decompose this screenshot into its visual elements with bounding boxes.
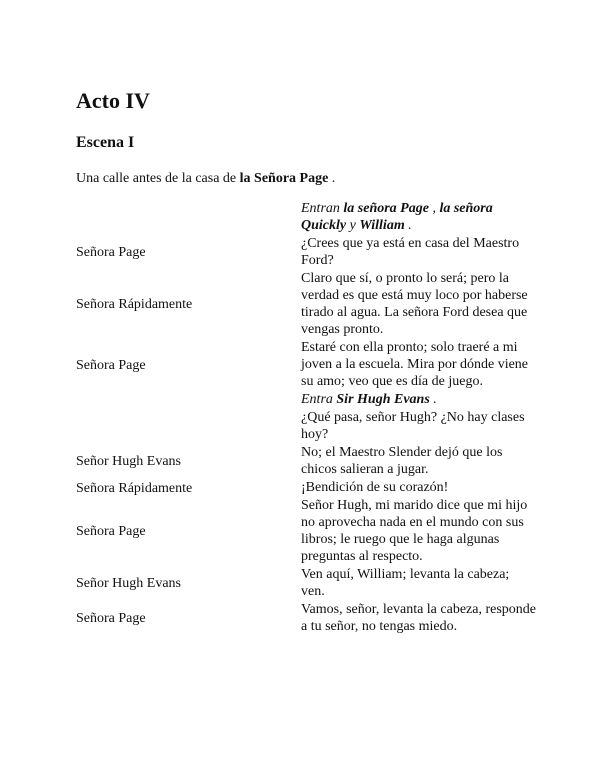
stage-direction-entrance: Entra Sir Hugh Evans . xyxy=(301,392,437,407)
dialogue-row xyxy=(76,339,536,391)
dialogue-line: ¿Qué pasa, señor Hugh? ¿No hay clases hoy? xyxy=(301,410,525,442)
stage-direction-entrance: Entran la señora Page , la señora Quickly y William . xyxy=(301,201,493,233)
speaker-name: Señor Hugh Evans xyxy=(76,576,181,591)
dialogue-row xyxy=(76,566,536,601)
dialogue-row xyxy=(76,479,536,497)
dialogue-row xyxy=(76,497,536,566)
dialogue-line: Ven aquí, William; levanta la cabeza; ven. xyxy=(301,567,510,599)
speaker-name: Señora Page xyxy=(76,524,146,539)
speaker-name: Señora Page xyxy=(76,245,146,260)
stage-direction-row xyxy=(76,200,536,235)
stage-direction-row xyxy=(76,391,536,409)
dialogue-line: ¿Crees que ya está en casa del Maestro Ford? xyxy=(301,236,520,268)
speaker-name: Señora Page xyxy=(76,611,146,626)
act-title: Acto IV xyxy=(76,88,150,113)
setting-location: la Señora Page xyxy=(239,171,329,186)
dialogue-table xyxy=(76,200,536,636)
dialogue-row xyxy=(76,270,536,339)
speaker-cell xyxy=(76,391,301,409)
dialogue-line: Señor Hugh, mi marido dice que mi hijo no aprovecha nada en el mundo con sus libros; le ruego que le haga algunas preguntas al respecto. xyxy=(301,498,528,564)
dialogue-line: ¡Bendición de su corazón! xyxy=(301,480,449,495)
scene-title: Escena I xyxy=(76,134,135,151)
speaker-cell xyxy=(76,200,301,235)
speaker-name xyxy=(76,409,301,444)
setting-prefix: Una calle antes de la casa de xyxy=(76,171,240,186)
speaker-name: Señora Rápidamente xyxy=(76,297,193,312)
scene-setting xyxy=(76,170,335,187)
dialogue-line: Vamos, señor, levanta la cabeza, responde a tu señor, no tengas miedo. xyxy=(301,602,537,634)
dialogue-row xyxy=(76,235,536,270)
dialogue-row xyxy=(76,444,536,479)
dialogue-line: Claro que sí, o pronto lo será; pero la verdad es que está muy loco por haberse tirado al agua. La señora Ford desea que vengas pronto. xyxy=(301,271,528,337)
dialogue-row xyxy=(76,601,536,636)
setting-suffix: . xyxy=(328,171,336,186)
speaker-name: Señora Rápidamente xyxy=(76,480,193,496)
dialogue-line: Estaré con ella pronto; solo traeré a mi joven a la escuela. Mira por dónde viene su amo; veo que es día de juego. xyxy=(301,340,529,389)
speaker-name: Señora Page xyxy=(76,357,146,373)
dialogue-row xyxy=(76,409,536,444)
dialogue-line: No; el Maestro Slender dejó que los chicos salieran a jugar. xyxy=(301,445,503,477)
speaker-name: Señor Hugh Evans xyxy=(76,454,181,469)
